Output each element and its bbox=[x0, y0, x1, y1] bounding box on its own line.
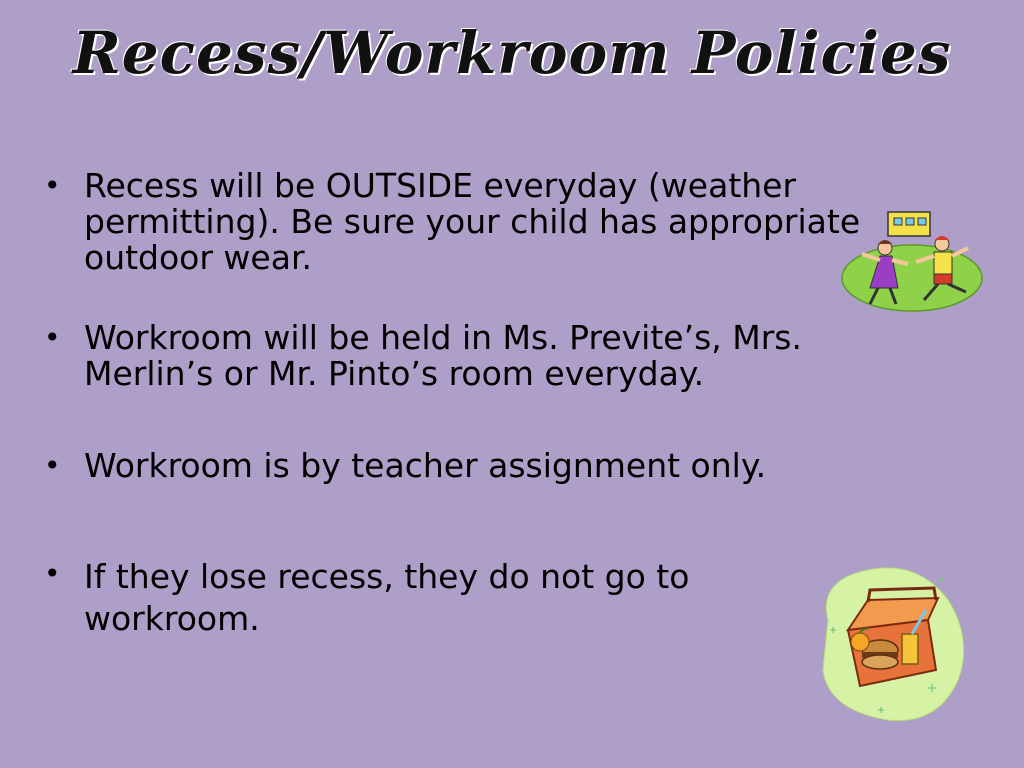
bullet-item bbox=[44, 556, 804, 640]
bullet-icon: • bbox=[44, 321, 61, 354]
bullet-item bbox=[44, 320, 904, 392]
bullet-item bbox=[44, 448, 904, 484]
bullet-text: If they lose recess, they do not go to workroom. bbox=[84, 557, 690, 638]
bullet-icon: • bbox=[44, 557, 61, 590]
bullet-text: Workroom is by teacher assignment only. bbox=[84, 446, 767, 485]
bullet-icon: • bbox=[44, 169, 61, 202]
children-playing-clipart bbox=[840, 208, 985, 313]
bullet-icon: • bbox=[44, 449, 61, 482]
lunchbox-clipart bbox=[808, 560, 968, 725]
bullet-item bbox=[44, 168, 904, 276]
slide-title: Recess/Workroom Policies bbox=[72, 19, 952, 87]
bullet-text: Recess will be OUTSIDE everyday (weather permitting). Be sure your child has appropriate outdoor wear. bbox=[84, 166, 861, 277]
bullet-text: Workroom will be held in Ms. Previte’s, Mrs. Merlin’s or Mr. Pinto’s room everyday. bbox=[84, 318, 802, 393]
